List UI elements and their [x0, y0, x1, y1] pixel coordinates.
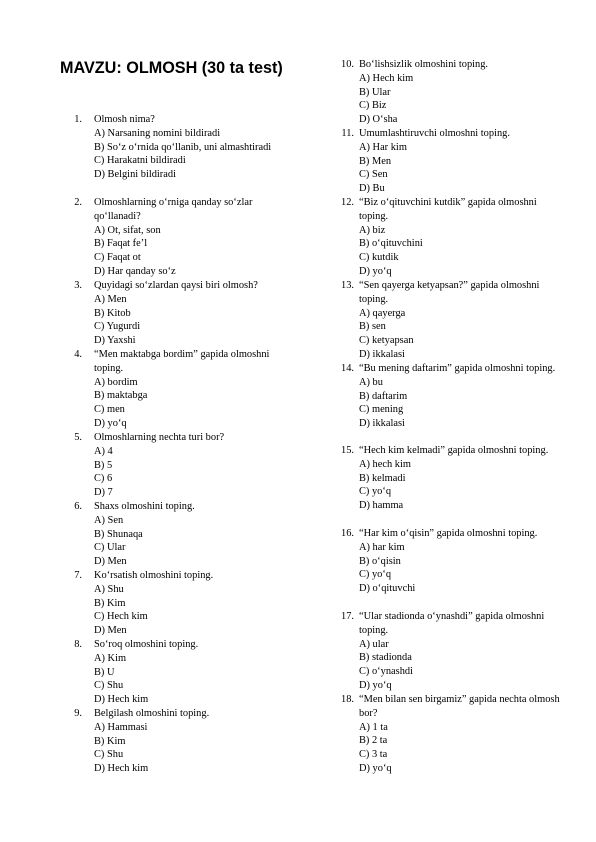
- question-number: 17.: [341, 611, 354, 622]
- option: B) Faqat fe’l: [94, 238, 148, 250]
- question-7: [60, 569, 292, 638]
- option: D) Har qanday so‘z: [94, 265, 176, 277]
- question-1: [60, 113, 292, 182]
- options-list: [338, 721, 562, 776]
- option: A) Shu: [94, 583, 124, 595]
- option: D) o‘qituvchi: [359, 583, 416, 595]
- option: C) ketyapsan: [359, 335, 414, 347]
- question-number: 13.: [341, 280, 354, 291]
- question-text: “Men maktabga bordim” gapida olmoshni toping.: [94, 349, 270, 374]
- option: A) bordim: [94, 376, 138, 388]
- option: A) 4: [94, 445, 113, 457]
- option: A) 1 ta: [359, 721, 388, 733]
- option: A) qayerga: [359, 307, 406, 319]
- question-9: [60, 707, 292, 776]
- question-text: Quyidagi so‘zlardan qaysi biri olmosh?: [94, 280, 258, 291]
- option: B) So‘z o‘rnida qo‘llanib, uni almashtiradi: [94, 141, 272, 153]
- option: B) kelmadi: [359, 472, 406, 484]
- option: B) o‘qituvchini: [359, 238, 423, 250]
- question-number: 5.: [74, 432, 82, 443]
- option: C) Biz: [359, 100, 387, 112]
- question-5: [60, 431, 292, 500]
- question-text: “Men bilan sen birgamiz” gapida nechta olmosh bor?: [359, 694, 560, 719]
- option: B) daftarim: [359, 390, 408, 402]
- option: D) Hech kim: [94, 763, 149, 775]
- question-18: [338, 693, 562, 776]
- option: C) Shu: [94, 749, 124, 761]
- option: B) Shunaqa: [94, 528, 143, 540]
- options-list: [338, 458, 562, 513]
- option: B) 5: [94, 459, 113, 471]
- options-list: [60, 652, 292, 707]
- question-number: 1.: [74, 114, 82, 125]
- option: A) Ot, sifat, son: [94, 224, 161, 236]
- option: A) Narsaning nomini bildiradi: [94, 127, 221, 139]
- option: B) Kitob: [94, 307, 131, 319]
- question-text: “Bu mening daftarim” gapida olmoshni toping.: [359, 363, 556, 374]
- question-10: [338, 58, 562, 127]
- question-number: 4.: [74, 349, 82, 360]
- question-number: 8.: [74, 639, 82, 650]
- option: D) Men: [94, 625, 127, 637]
- option: A) Men: [94, 293, 127, 305]
- option: B) Kim: [94, 735, 126, 747]
- option: B) Ular: [359, 86, 391, 98]
- option: C) Faqat ot: [94, 252, 141, 264]
- question-number: 12.: [341, 197, 354, 208]
- option: A) Har kim: [359, 141, 407, 153]
- question-number: 7.: [74, 570, 82, 581]
- question-13: [338, 279, 562, 362]
- option: D) Bu: [359, 183, 385, 195]
- option: B) o‘qisin: [359, 555, 401, 567]
- option: C) Hech kim: [94, 611, 148, 623]
- option: D) yo‘q: [359, 762, 392, 774]
- question-text: “Sen qayerga ketyapsan?” gapida olmoshni toping.: [359, 280, 540, 305]
- option: C) Sen: [359, 169, 388, 181]
- option: D) Yaxshi: [94, 335, 136, 347]
- option: D) 7: [94, 487, 113, 499]
- question-text: Shaxs olmoshini toping.: [94, 501, 195, 512]
- question-number: 18.: [341, 694, 354, 705]
- question-number: 11.: [341, 128, 354, 139]
- question-text: Olmoshlarning nechta turi bor?: [94, 432, 225, 443]
- option: C) 3 ta: [359, 749, 388, 761]
- option: C) yo‘q: [359, 486, 392, 498]
- option: A) Hech kim: [359, 72, 414, 84]
- option: C) Shu: [94, 680, 124, 692]
- option: B) sen: [359, 321, 386, 333]
- option: C) 6: [94, 473, 113, 485]
- question-text: Ko‘rsatish olmoshini toping.: [94, 570, 214, 581]
- options-list: [338, 141, 562, 196]
- question-number: 14.: [341, 363, 354, 374]
- question-text: Olmoshlarning o‘rniga qanday so‘zlar qo‘llanadi?: [94, 197, 253, 222]
- option: C) kutdik: [359, 252, 399, 264]
- option: A) hech kim: [359, 458, 411, 470]
- question-text: “Ular stadionda o‘ynashdi” gapida olmoshni toping.: [359, 611, 545, 636]
- options-list: [338, 541, 562, 596]
- question-8: [60, 638, 292, 707]
- option: A) Hammasi: [94, 721, 148, 733]
- option: B) 2 ta: [359, 735, 388, 747]
- option: B) stadionda: [359, 652, 412, 664]
- option: C) Harakatni bildiradi: [94, 155, 186, 167]
- question-12: [338, 196, 562, 279]
- question-11: [338, 127, 562, 196]
- option: A) ular: [359, 638, 389, 650]
- option: C) Yugurdi: [94, 321, 141, 333]
- option: A) Sen: [94, 514, 124, 526]
- question-2: [60, 196, 292, 279]
- option: B) maktabga: [94, 390, 148, 402]
- options-list: [60, 514, 292, 569]
- option: A) bu: [359, 376, 383, 388]
- option: C) yo‘q: [359, 569, 392, 581]
- question-14: [338, 362, 562, 431]
- option: C) Ular: [94, 542, 126, 554]
- question-15: [338, 444, 562, 513]
- question-16: [338, 527, 562, 596]
- question-number: 6.: [74, 501, 82, 512]
- option: D) ikkalasi: [359, 418, 405, 430]
- question-number: 3.: [74, 280, 82, 291]
- question-text: Umumlashtiruvchi olmoshni toping.: [359, 128, 510, 139]
- option: D) hamma: [359, 500, 404, 512]
- question-3: [60, 279, 292, 348]
- options-list: [60, 721, 292, 776]
- option: D) yo‘q: [359, 265, 392, 277]
- question-number: 16.: [341, 528, 354, 539]
- options-list: [60, 224, 292, 279]
- question-17: [338, 610, 562, 693]
- options-list: [60, 376, 292, 431]
- question-text: Olmosh nima?: [94, 114, 155, 125]
- options-list: [60, 583, 292, 638]
- options-list: [338, 638, 562, 693]
- question-text: “Biz o‘qituvchini kutdik” gapida olmoshni toping.: [359, 197, 537, 222]
- option: C) men: [94, 404, 125, 416]
- option: A) Kim: [94, 652, 127, 664]
- question-text: Belgilash olmoshini toping.: [94, 708, 210, 719]
- option: D) Hech kim: [94, 694, 149, 706]
- options-list: [338, 307, 562, 362]
- option: D) Men: [94, 556, 127, 568]
- question-number: 10.: [341, 59, 354, 70]
- option: D) O‘sha: [359, 114, 398, 126]
- options-list: [60, 445, 292, 500]
- option: D) yo‘q: [359, 679, 392, 691]
- question-number: 15.: [341, 445, 354, 456]
- option: A) har kim: [359, 541, 405, 553]
- question-4: [60, 348, 292, 431]
- question-number: 9.: [74, 708, 82, 719]
- options-list: [60, 127, 292, 182]
- question-text: So‘roq olmoshini toping.: [94, 639, 199, 650]
- option: D) yo‘q: [94, 417, 127, 429]
- option: C) o‘ynashdi: [359, 666, 413, 678]
- option: B) Men: [359, 155, 392, 167]
- option: D) ikkalasi: [359, 348, 405, 360]
- question-text: “Hech kim kelmadi” gapida olmoshni toping.: [359, 445, 549, 456]
- options-list: [338, 376, 562, 431]
- question-6: [60, 500, 292, 569]
- question-text: Bo‘lishsizlik olmoshini toping.: [359, 59, 489, 70]
- option: A) biz: [359, 224, 386, 236]
- question-text: “Har kim o‘qisin” gapida olmoshni toping.: [359, 528, 538, 539]
- option: C) mening: [359, 404, 404, 416]
- page-title: MAVZU: OLMOSH (30 ta test): [60, 59, 283, 77]
- option: B) Kim: [94, 597, 126, 609]
- option: D) Belgini bildiradi: [94, 169, 176, 181]
- options-list: [60, 293, 292, 348]
- options-list: [338, 72, 562, 127]
- option: B) U: [94, 666, 115, 678]
- question-number: 2.: [74, 197, 82, 208]
- options-list: [338, 224, 562, 279]
